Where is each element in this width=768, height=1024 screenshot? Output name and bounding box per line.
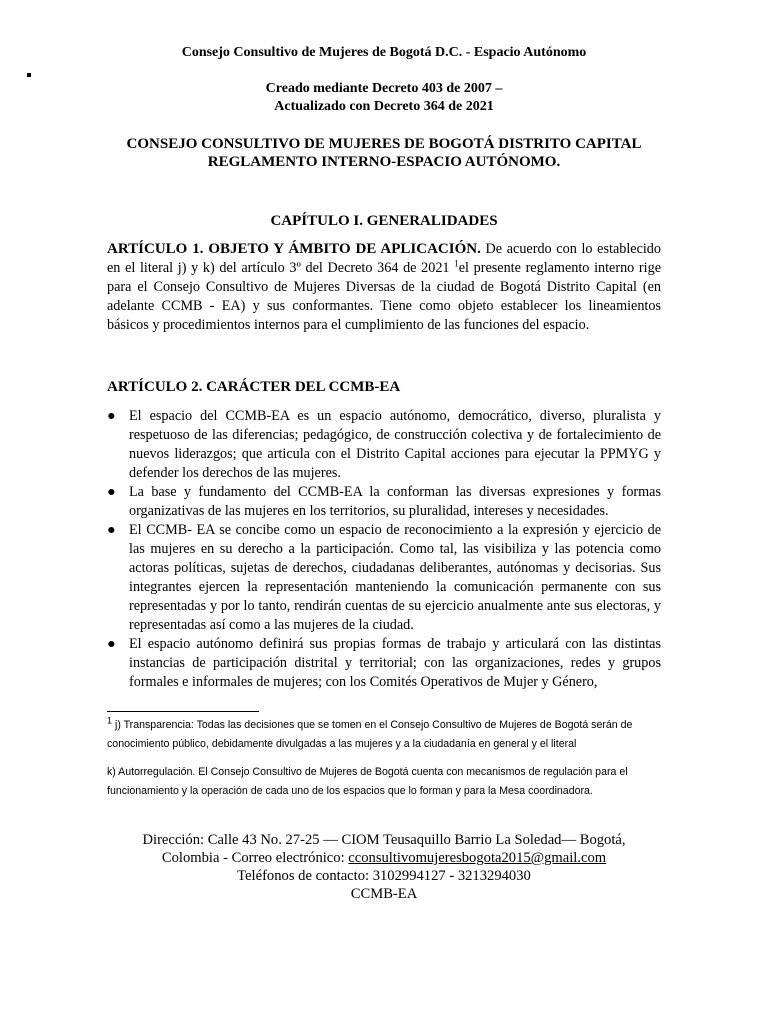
article-1-text-a: De acuerdo con lo establecido en el literal j) y k) del artículo 3º del Decreto 364 de 2021 bbox=[107, 241, 661, 276]
footnote-separator bbox=[107, 711, 259, 712]
bullet-icon: ● bbox=[107, 636, 116, 652]
article-2-heading: ARTÍCULO 2. CARÁCTER DEL CCMB-EA bbox=[107, 379, 401, 395]
bullet-icon: ● bbox=[107, 408, 116, 424]
bullet-icon: ● bbox=[107, 522, 116, 538]
footer-email-line bbox=[0, 850, 768, 867]
decree-line-1: Creado mediante Decreto 403 de 2007 – bbox=[265, 81, 503, 96]
bullet-mark bbox=[27, 73, 31, 77]
list-item bbox=[107, 635, 661, 692]
article-1-text-b: el presente reglamento interno rige para el Consejo Consultivo de Mujeres Diversas de la ciudad de Bogotá Distrito Capital (en adelante CCMB - EA) y sus conformantes. Tiene como objeto establecer los lineamientos básicos y procedimientos internos para el cumplimiento de las funciones del espacio. bbox=[107, 260, 661, 333]
footnote-j bbox=[107, 716, 663, 754]
list-item bbox=[107, 407, 661, 483]
list-item-text: El espacio del CCMB-EA es un espacio autónomo, democrático, diverso, pluralista y respetuoso de las diferencias; pedagógico, de construcción colectiva y de fortalecimiento de nuevos liderazgos; que articula con el Distrito Capital acciones para ejecutar la PPMYG y defender los derechos de las mujeres. bbox=[129, 408, 661, 481]
header-line: Consejo Consultivo de Mujeres de Bogotá D.C. - Espacio Autónomo bbox=[181, 45, 587, 60]
list-item bbox=[107, 483, 661, 521]
document-title-line-2: REGLAMENTO INTERNO-ESPACIO AUTÓNOMO. bbox=[207, 154, 561, 170]
list-item-text: El espacio autónomo definirá sus propias formas de trabajo y articulará con las distintas instancias de participación distrital y territorial; con las organizaciones, redes y grupos formales e informales de mujeres; con los Comités Operativos de Mujer y Género, bbox=[129, 636, 661, 690]
bullet-icon: ● bbox=[107, 484, 116, 500]
list-item bbox=[107, 521, 661, 635]
footnote-ref: 1 bbox=[454, 258, 459, 269]
document-title-line-1: CONSEJO CONSULTIVO DE MUJERES DE BOGOTÁ DISTRITO CAPITAL bbox=[126, 136, 642, 152]
footer-address: Dirección: Calle 43 No. 27-25 — CIOM Teusaquillo Barrio La Soledad— Bogotá, bbox=[142, 832, 626, 848]
list-item-text: El CCMB- EA se concibe como un espacio de reconocimiento a la expresión y ejercicio de las mujeres en su derecho a la participación. Como tal, las visibiliza y las potencia como actoras políticas, sujetas de derechos, ciudadanas deliberantes, autónomas y decisorias. Sus integrantes ejercen la representación manteniendo la comunicación permanente con sus representadas y por lo tanto, rendirán cuentas de su ejercicio anualmente ante sus electoras, y representadas así como a las mujeres de la ciudad. bbox=[129, 522, 661, 633]
footer-acronym: CCMB-EA bbox=[350, 886, 418, 902]
article-1-heading: ARTÍCULO 1. OBJETO Y ÁMBITO DE APLICACIÓN. bbox=[107, 241, 481, 257]
decree-line-2: Actualizado con Decreto 364 de 2021 bbox=[274, 99, 494, 114]
footer-phones: Teléfonos de contacto: 3102994127 - 3213294030 bbox=[237, 868, 531, 884]
chapter-heading: CAPÍTULO I. GENERALIDADES bbox=[270, 213, 498, 229]
footer-email-prefix: Colombia - Correo electrónico: bbox=[161, 850, 349, 866]
footnote-j-text: j) Transparencia: Todas las decisiones que se tomen en el Consejo Consultivo de Mujeres de Bogotá serán de conocimiento público, debidamente divulgadas a las mujeres y a la ciudadanía en general y el literal bbox=[107, 719, 633, 750]
article-2-list bbox=[107, 407, 661, 692]
footnote-k: k) Autorregulación. El Consejo Consultivo de Mujeres de Bogotá cuenta con mecanismos de regulación para el funcionamiento y la operación de cada uno de los espacios que lo forman y para la Mesa coordinadora. bbox=[107, 766, 628, 797]
email-link[interactable]: cconsultivomujeresbogota2015@gmail.com bbox=[348, 850, 607, 866]
list-item-text: La base y fundamento del CCMB-EA la conforman las diversas expresiones y formas organizativas de las mujeres en los territorios, su pluralidad, intereses y necesidades. bbox=[129, 484, 661, 519]
footnote-number: 1 bbox=[107, 715, 113, 726]
article-1 bbox=[107, 240, 661, 335]
